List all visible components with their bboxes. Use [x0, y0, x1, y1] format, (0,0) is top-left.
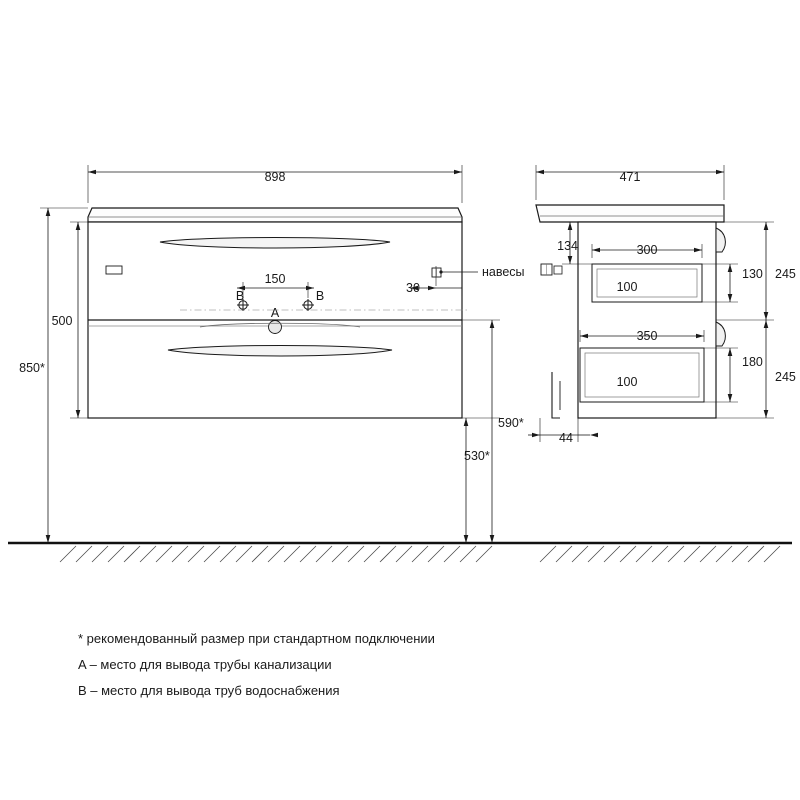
note-line-2: A – место для вывода трубы канализации — [78, 657, 332, 672]
dim-upper-drawer-inner: 100 — [616, 280, 638, 294]
dim-upper-total: 245 — [775, 267, 796, 281]
marker-water-left: B — [235, 289, 245, 303]
dim-front-body-height: 500 — [51, 314, 73, 328]
dim-height-590: 590* — [498, 416, 524, 430]
dim-height-530: 530* — [464, 449, 490, 463]
dim-sink-spacing: 150 — [264, 272, 286, 286]
dim-base-offset: 44 — [559, 431, 573, 445]
dim-front-width: 898 — [264, 170, 286, 184]
callout-hangers: навесы — [482, 265, 525, 279]
marker-water-right: B — [315, 289, 325, 303]
dim-upper-drawer-depth: 300 — [636, 243, 658, 257]
dim-offset-right: 30 — [406, 281, 420, 295]
dim-side-depth: 471 — [619, 170, 641, 184]
marker-drain: A — [270, 306, 280, 320]
dim-lower-drawer-inner: 100 — [616, 375, 638, 389]
note-line-1: * рекомендованный размер при стандартном подключении — [78, 631, 435, 646]
dim-lower-total: 245 — [775, 370, 796, 384]
dim-lower-drawer-height: 180 — [742, 355, 763, 369]
floor-line — [8, 543, 792, 562]
dim-upper-drawer-height: 130 — [742, 267, 763, 281]
legend-notes — [78, 626, 638, 704]
dim-lower-drawer-depth: 350 — [636, 329, 658, 343]
dim-front-total-height: 850* — [19, 361, 45, 375]
note-line-3: B – место для вывода труб водоснабжения — [78, 683, 340, 698]
dim-side-top-offset: 134 — [557, 239, 578, 253]
